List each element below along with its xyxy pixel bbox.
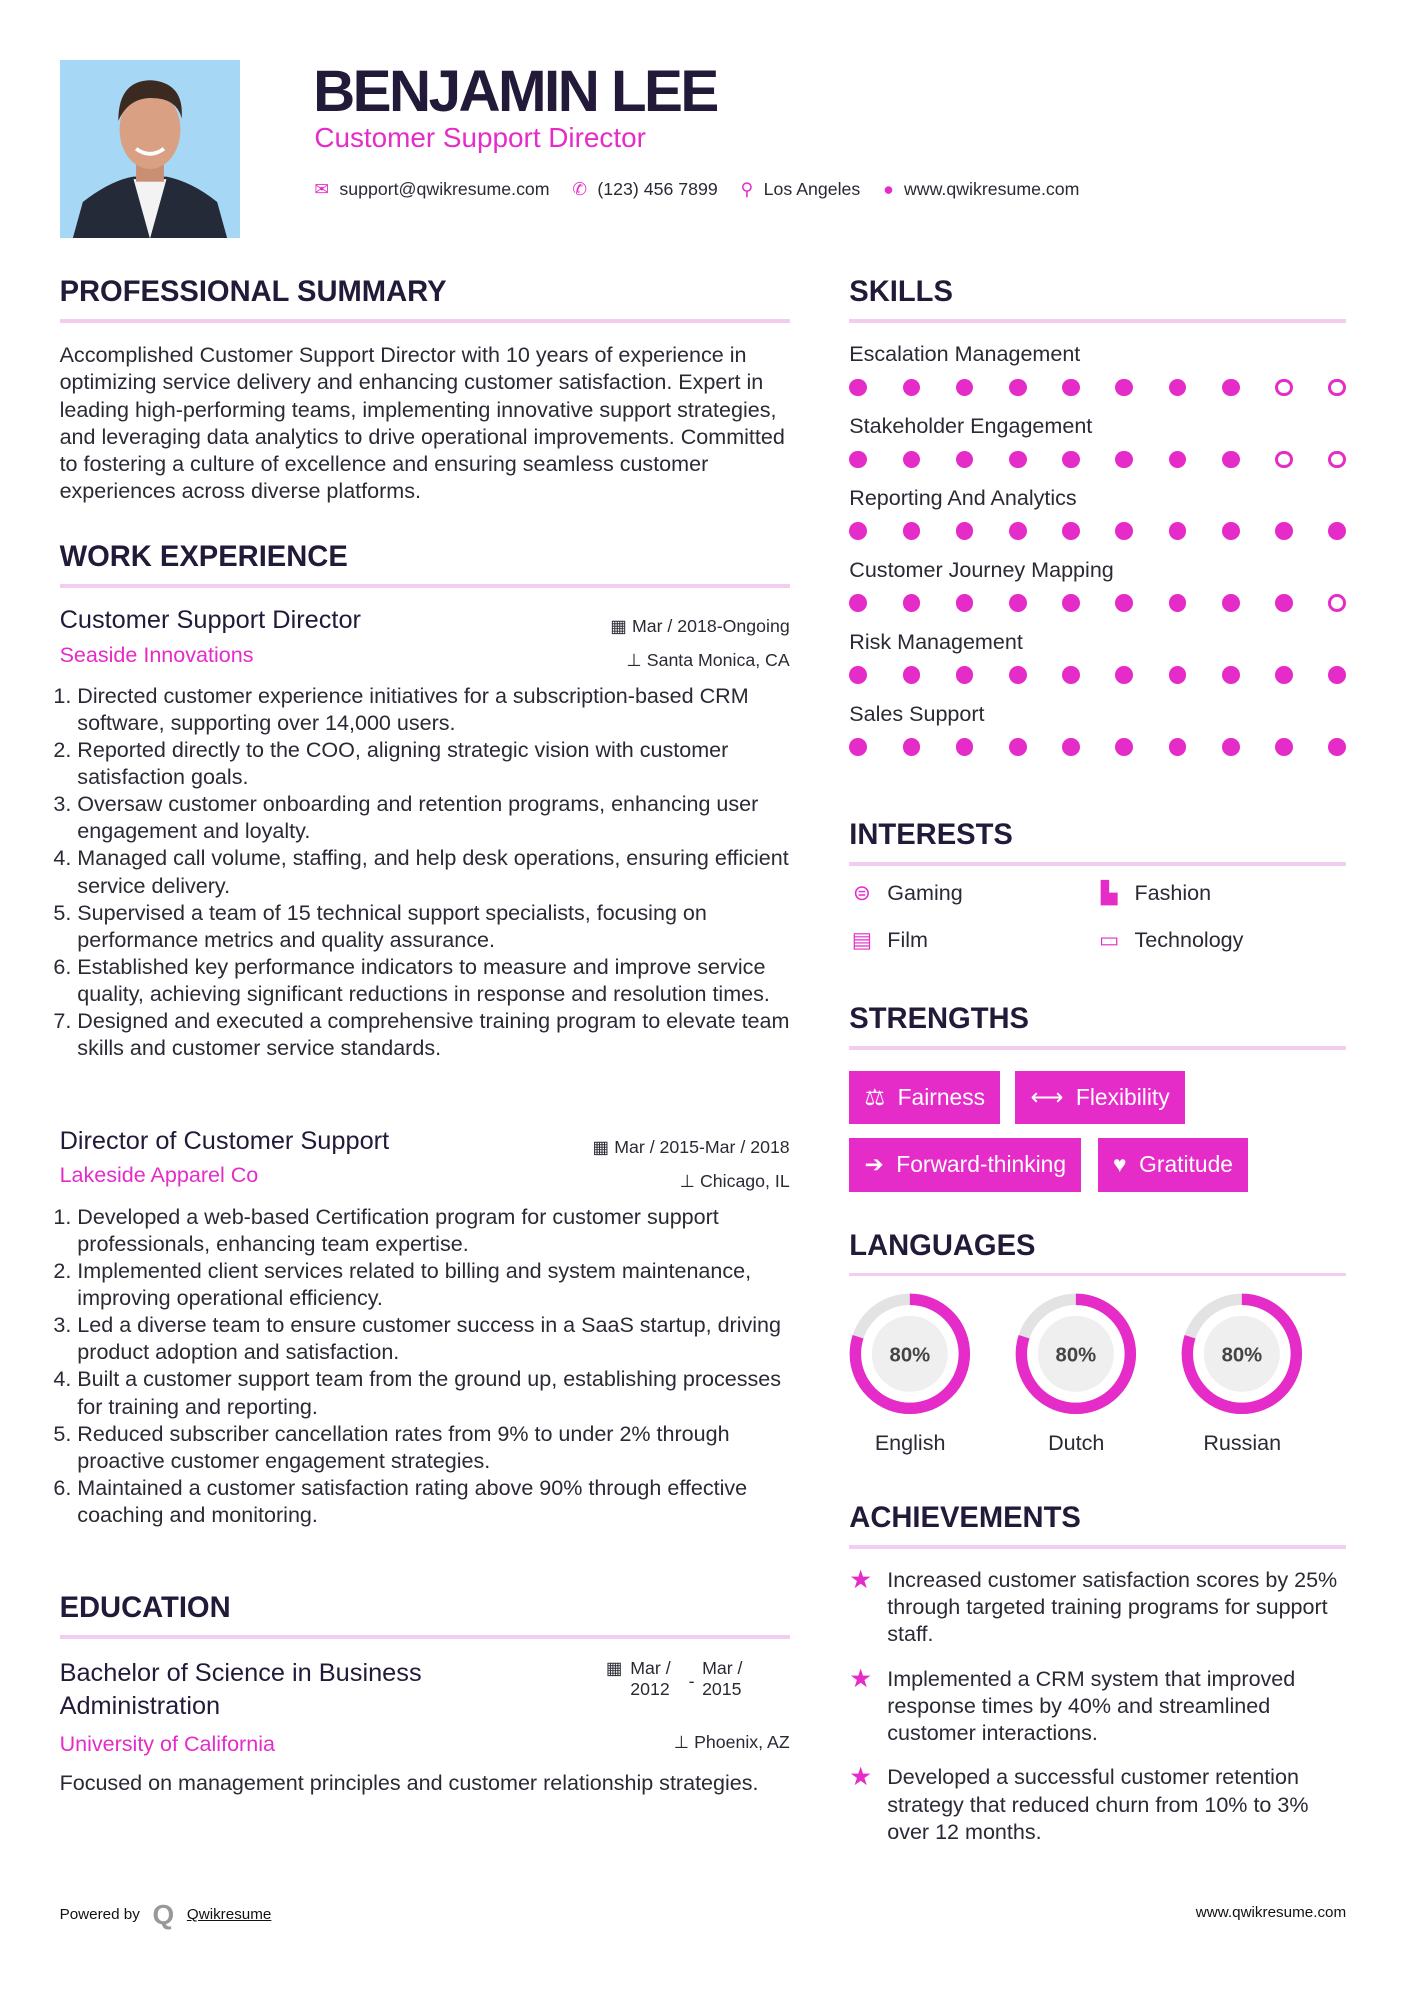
contact-bar: [314, 179, 1079, 200]
bullet-item: 3. Oversaw customer onboarding and retention programs, enhancing user engagement and loyalty.: [77, 791, 789, 845]
rating-dot-filled: [1009, 594, 1027, 612]
website-link[interactable]: www.qwikresume.com: [903, 178, 1080, 199]
achievement-text: Increased customer satisfaction scores by 25% through targeted training programs for support staff.: [887, 1567, 1338, 1646]
envelope-icon: ✉: [314, 178, 330, 199]
skill-rating: [849, 451, 1346, 469]
language-name: Dutch: [1048, 1430, 1105, 1455]
rating-dot-filled: [956, 666, 974, 684]
strength-gratitude: [1098, 1138, 1248, 1191]
calendar-icon: ▦: [605, 1658, 623, 1679]
arrows-h-icon: ⟷: [1030, 1084, 1064, 1111]
job-location-text: Chicago, IL: [699, 1171, 790, 1192]
rating-dot-filled: [903, 594, 921, 612]
bullet-item: 2. Implemented client services related to billing and system maintenance, improving operational efficiency.: [77, 1258, 789, 1312]
job-date: [610, 616, 789, 637]
rating-dot-filled: [1275, 522, 1293, 540]
map-marker-icon: ⚲: [740, 178, 754, 199]
divider: [60, 319, 790, 323]
job-title: Director of Customer Support: [59, 1126, 390, 1155]
rating-dot-filled: [956, 379, 974, 397]
bullet-item: 6. Maintained a customer satisfaction rating above 90% through effective coaching and monitoring.: [77, 1475, 789, 1529]
language-percent: 80%: [1055, 1344, 1097, 1367]
rating-dot-filled: [1062, 738, 1080, 756]
rating-dot-filled: [1115, 379, 1133, 397]
divider: [849, 1273, 1346, 1277]
strength-forward-thinking: [849, 1138, 1081, 1191]
rating-dot-filled: [1169, 666, 1187, 684]
education-description: Focused on management principles and customer relationship strategies.: [59, 1770, 759, 1795]
interest-label: Gaming: [887, 880, 963, 905]
skill-name: Reporting And Analytics: [849, 486, 1077, 510]
education-location: [674, 1732, 790, 1753]
rating-dot-empty: [1328, 379, 1346, 397]
rating-dot-filled: [1115, 666, 1133, 684]
rating-dot-filled: [903, 738, 921, 756]
strength-label: Forward-thinking: [896, 1151, 1067, 1178]
language-item: [849, 1293, 971, 1456]
interest-label: Film: [887, 927, 928, 952]
education-heading: EDUCATION: [59, 1592, 231, 1625]
language-percent: 80%: [889, 1344, 931, 1367]
rating-dot-filled: [1009, 451, 1027, 469]
achievement-text: Developed a successful customer retention strategy that reduced churn from 10% to 3% over 12 months.: [887, 1765, 1309, 1844]
language-item: [1181, 1293, 1303, 1456]
rating-dot-filled: [956, 594, 974, 612]
language-ring: [849, 1293, 971, 1415]
footer-website[interactable]: www.qwikresume.com: [1195, 1903, 1347, 1921]
rating-dot-filled: [1275, 594, 1293, 612]
rating-dot-filled: [849, 738, 867, 756]
rating-dot-filled: [849, 379, 867, 397]
rating-dot-filled: [849, 666, 867, 684]
rating-dot-filled: [956, 738, 974, 756]
qwikresume-logo-icon: Q: [152, 1898, 175, 1930]
achievements-heading: ACHIEVEMENTS: [849, 1502, 1081, 1535]
profile-photo: [60, 60, 240, 239]
interest-fashion: [1096, 881, 1211, 906]
rating-dot-filled: [1328, 522, 1346, 540]
rating-dot-filled: [849, 594, 867, 612]
rating-dot-filled: [1222, 451, 1240, 469]
job-entry: [60, 606, 790, 1063]
rating-dot-filled: [1222, 666, 1240, 684]
rating-dot-filled: [1328, 738, 1346, 756]
skill-rating: [849, 522, 1346, 540]
rating-dot-empty: [1275, 451, 1293, 469]
achievement-item: [849, 1567, 1350, 1648]
bullet-item: 5. Supervised a team of 15 technical support specialists, focusing on performance metrics and quality assurance.: [77, 900, 789, 954]
bullet-item: 1. Developed a web-based Certification program for customer support professionals, enhancing team expertise.: [77, 1204, 789, 1258]
interest-label: Technology: [1134, 927, 1244, 952]
star-icon: ★: [849, 1763, 873, 1792]
start-date: Mar / 2012: [630, 1658, 671, 1700]
interest-technology: [1096, 928, 1243, 953]
film-icon: ▤: [851, 927, 873, 952]
achievement-item: [849, 1764, 1350, 1845]
rating-dot-empty: [1328, 451, 1346, 469]
rating-dot-filled: [1222, 379, 1240, 397]
interest-film: [849, 928, 928, 953]
divider: [849, 1545, 1346, 1549]
bullet-item: 5. Reduced subscriber cancellation rates from 9% to under 2% through proactive customer engagement strategies.: [77, 1421, 789, 1475]
company-name: Seaside Innovations: [59, 642, 254, 667]
rating-dot-filled: [1115, 451, 1133, 469]
rating-dot-filled: [1062, 594, 1080, 612]
rating-dot-filled: [1169, 379, 1187, 397]
language-name: English: [874, 1430, 946, 1455]
phone-icon: ✆: [572, 178, 588, 199]
skill-name: Risk Management: [849, 629, 1023, 654]
language-name: Russian: [1203, 1430, 1282, 1455]
rating-dot-filled: [1328, 666, 1346, 684]
pushpin-icon: ⊥: [673, 1731, 695, 1752]
rating-dot-filled: [1222, 738, 1240, 756]
strength-label: Fairness: [897, 1084, 986, 1111]
strength-label: Gratitude: [1139, 1151, 1233, 1178]
rating-dot-filled: [956, 522, 974, 540]
job-bullets: [60, 1204, 790, 1530]
candidate-name: BENJAMIN LEE: [313, 59, 717, 125]
star-icon: ★: [849, 1664, 873, 1693]
interest-label: Fashion: [1134, 880, 1212, 905]
skills-heading: SKILLS: [849, 276, 953, 309]
brand-link[interactable]: Qwikresume: [186, 1906, 272, 1924]
rating-dot-filled: [1169, 522, 1187, 540]
rating-dot-filled: [1062, 522, 1080, 540]
rating-dot-filled: [1222, 522, 1240, 540]
rating-dot-filled: [1169, 594, 1187, 612]
languages-heading: LANGUAGES: [849, 1229, 1036, 1262]
pushpin-icon: ⊥: [679, 1171, 700, 1192]
email-link[interactable]: support@qwikresume.com: [339, 178, 550, 199]
skill-rating: [849, 594, 1346, 612]
education-location-text: Phoenix, AZ: [694, 1731, 790, 1752]
heart-icon: ♥: [1112, 1151, 1127, 1178]
rating-dot-filled: [1062, 666, 1080, 684]
phone-text: (123) 456 7899: [597, 178, 718, 199]
rating-dot-empty: [1275, 379, 1293, 397]
job-title: Customer Support Director: [59, 605, 361, 634]
divider: [60, 584, 790, 588]
rating-dot-filled: [1009, 738, 1027, 756]
footer-powered: [60, 1899, 272, 1931]
job-bullets: [60, 683, 790, 1063]
bullet-item: 6. Established key performance indicators to measure and improve service quality, achieving significant reductions in response and resolution times.: [77, 954, 789, 1008]
skill-rating: [849, 666, 1346, 684]
school-name: University of California: [59, 1731, 275, 1756]
rating-dot-filled: [956, 451, 974, 469]
skill-item: [849, 630, 1346, 684]
interests-heading: INTERESTS: [849, 818, 1013, 851]
rating-dot-filled: [1115, 738, 1133, 756]
bag-icon: ▙: [1100, 880, 1118, 905]
rating-dot-filled: [903, 666, 921, 684]
skill-name: Stakeholder Engagement: [849, 414, 1093, 439]
candidate-title: Customer Support Director: [314, 121, 646, 153]
education-dates: [606, 1658, 771, 1700]
rating-dot-filled: [1009, 522, 1027, 540]
language-item: [1015, 1293, 1137, 1456]
rating-dot-filled: [849, 522, 867, 540]
rating-dot-filled: [849, 451, 867, 469]
divider: [849, 862, 1346, 866]
skill-item: [849, 702, 1346, 756]
skill-rating: [849, 738, 1346, 756]
skills-list: [849, 342, 1346, 773]
language-ring: [1015, 1293, 1137, 1415]
skill-item: [849, 486, 1346, 540]
strength-label: Flexibility: [1075, 1084, 1170, 1111]
bullet-item: 3. Led a diverse team to ensure customer success in a SaaS startup, driving product adoption and satisfaction.: [77, 1312, 789, 1366]
gamepad-icon: ⊜: [852, 880, 871, 905]
rating-dot-empty: [1328, 594, 1346, 612]
skill-rating: [849, 379, 1346, 397]
bullet-item: 4. Built a customer support team from the ground up, establishing processes for training and reporting.: [77, 1366, 789, 1420]
job-date: [593, 1137, 790, 1158]
rating-dot-filled: [1009, 379, 1027, 397]
rating-dot-filled: [1275, 666, 1293, 684]
calendar-icon: ▦: [592, 1137, 615, 1158]
bullet-item: 7. Designed and executed a comprehensive training program to elevate team skills and customer service standards.: [77, 1008, 789, 1062]
job-location: [680, 1171, 790, 1192]
rating-dot-filled: [1169, 451, 1187, 469]
arrow-right-icon: ➔: [864, 1151, 884, 1178]
job-location: [626, 650, 789, 671]
strengths-heading: STRENGTHS: [849, 1002, 1029, 1035]
strength-flexibility: [1015, 1071, 1185, 1124]
globe-icon: ●: [883, 178, 894, 199]
rating-dot-filled: [903, 451, 921, 469]
rating-dot-filled: [903, 522, 921, 540]
strength-fairness: [849, 1071, 1000, 1124]
achievement-text: Implemented a CRM system that improved response times by 40% and streamlined customer interactions.: [887, 1666, 1296, 1745]
rating-dot-filled: [1115, 594, 1133, 612]
work-heading: WORK EXPERIENCE: [59, 541, 348, 574]
rating-dot-filled: [1169, 738, 1187, 756]
rating-dot-filled: [1115, 522, 1133, 540]
end-date: Mar / 2015: [702, 1658, 743, 1700]
skill-name: Sales Support: [849, 701, 985, 726]
location-text: Los Angeles: [763, 178, 861, 199]
rating-dot-filled: [1275, 738, 1293, 756]
achievement-item: [849, 1666, 1350, 1747]
rating-dot-filled: [1009, 666, 1027, 684]
job-date-text: Mar / 2018-Ongoing: [631, 616, 790, 637]
skill-item: [849, 558, 1346, 612]
summary-text: Accomplished Customer Support Director with 10 years of experience in optimizing service delivery and enhancing customer satisfaction. Expert in leading high-performing teams, implementing innovative support strategies, and leveraging data analytics to drive operational improvements. Committed to fostering a culture of excellence and ensuring seamless customer experiences across diverse platforms.: [59, 343, 785, 503]
skill-name: Customer Journey Mapping: [849, 557, 1114, 582]
rating-dot-filled: [1222, 594, 1240, 612]
bullet-item: 2. Reported directly to the COO, aligning strategic vision with customer satisfaction goals.: [77, 737, 789, 791]
job-entry: [60, 1127, 790, 1529]
rating-dot-filled: [1062, 379, 1080, 397]
interest-gaming: [849, 881, 962, 906]
rating-dot-filled: [903, 379, 921, 397]
job-date-text: Mar / 2015-Mar / 2018: [614, 1137, 790, 1158]
skill-name: Escalation Management: [849, 342, 1081, 367]
divider: [849, 319, 1346, 323]
laptop-icon: ▭: [1098, 927, 1120, 952]
balance-scale-icon: ⚖: [864, 1084, 885, 1111]
divider: [849, 1046, 1346, 1050]
bullet-item: 4. Managed call volume, staffing, and help desk operations, ensuring efficient service delivery.: [77, 845, 789, 899]
language-ring: [1181, 1293, 1303, 1415]
company-name: Lakeside Apparel Co: [59, 1163, 259, 1188]
language-percent: 80%: [1221, 1344, 1263, 1367]
divider: [60, 1635, 790, 1639]
bullet-item: 1. Directed customer experience initiatives for a subscription-based CRM software, supporting over 14,000 users.: [77, 683, 789, 737]
star-icon: ★: [849, 1565, 873, 1594]
date-separator: -: [688, 1670, 695, 1691]
summary-heading: PROFESSIONAL SUMMARY: [59, 276, 447, 309]
pushpin-icon: ⊥: [626, 650, 647, 671]
rating-dot-filled: [1062, 451, 1080, 469]
skill-item: [849, 414, 1346, 468]
degree: Bachelor of Science in Business Administration: [59, 1658, 422, 1720]
job-location-text: Santa Monica, CA: [646, 650, 790, 671]
powered-by-label: Powered by: [59, 1906, 140, 1924]
skill-item: [849, 342, 1346, 396]
calendar-icon: ▦: [610, 616, 632, 637]
